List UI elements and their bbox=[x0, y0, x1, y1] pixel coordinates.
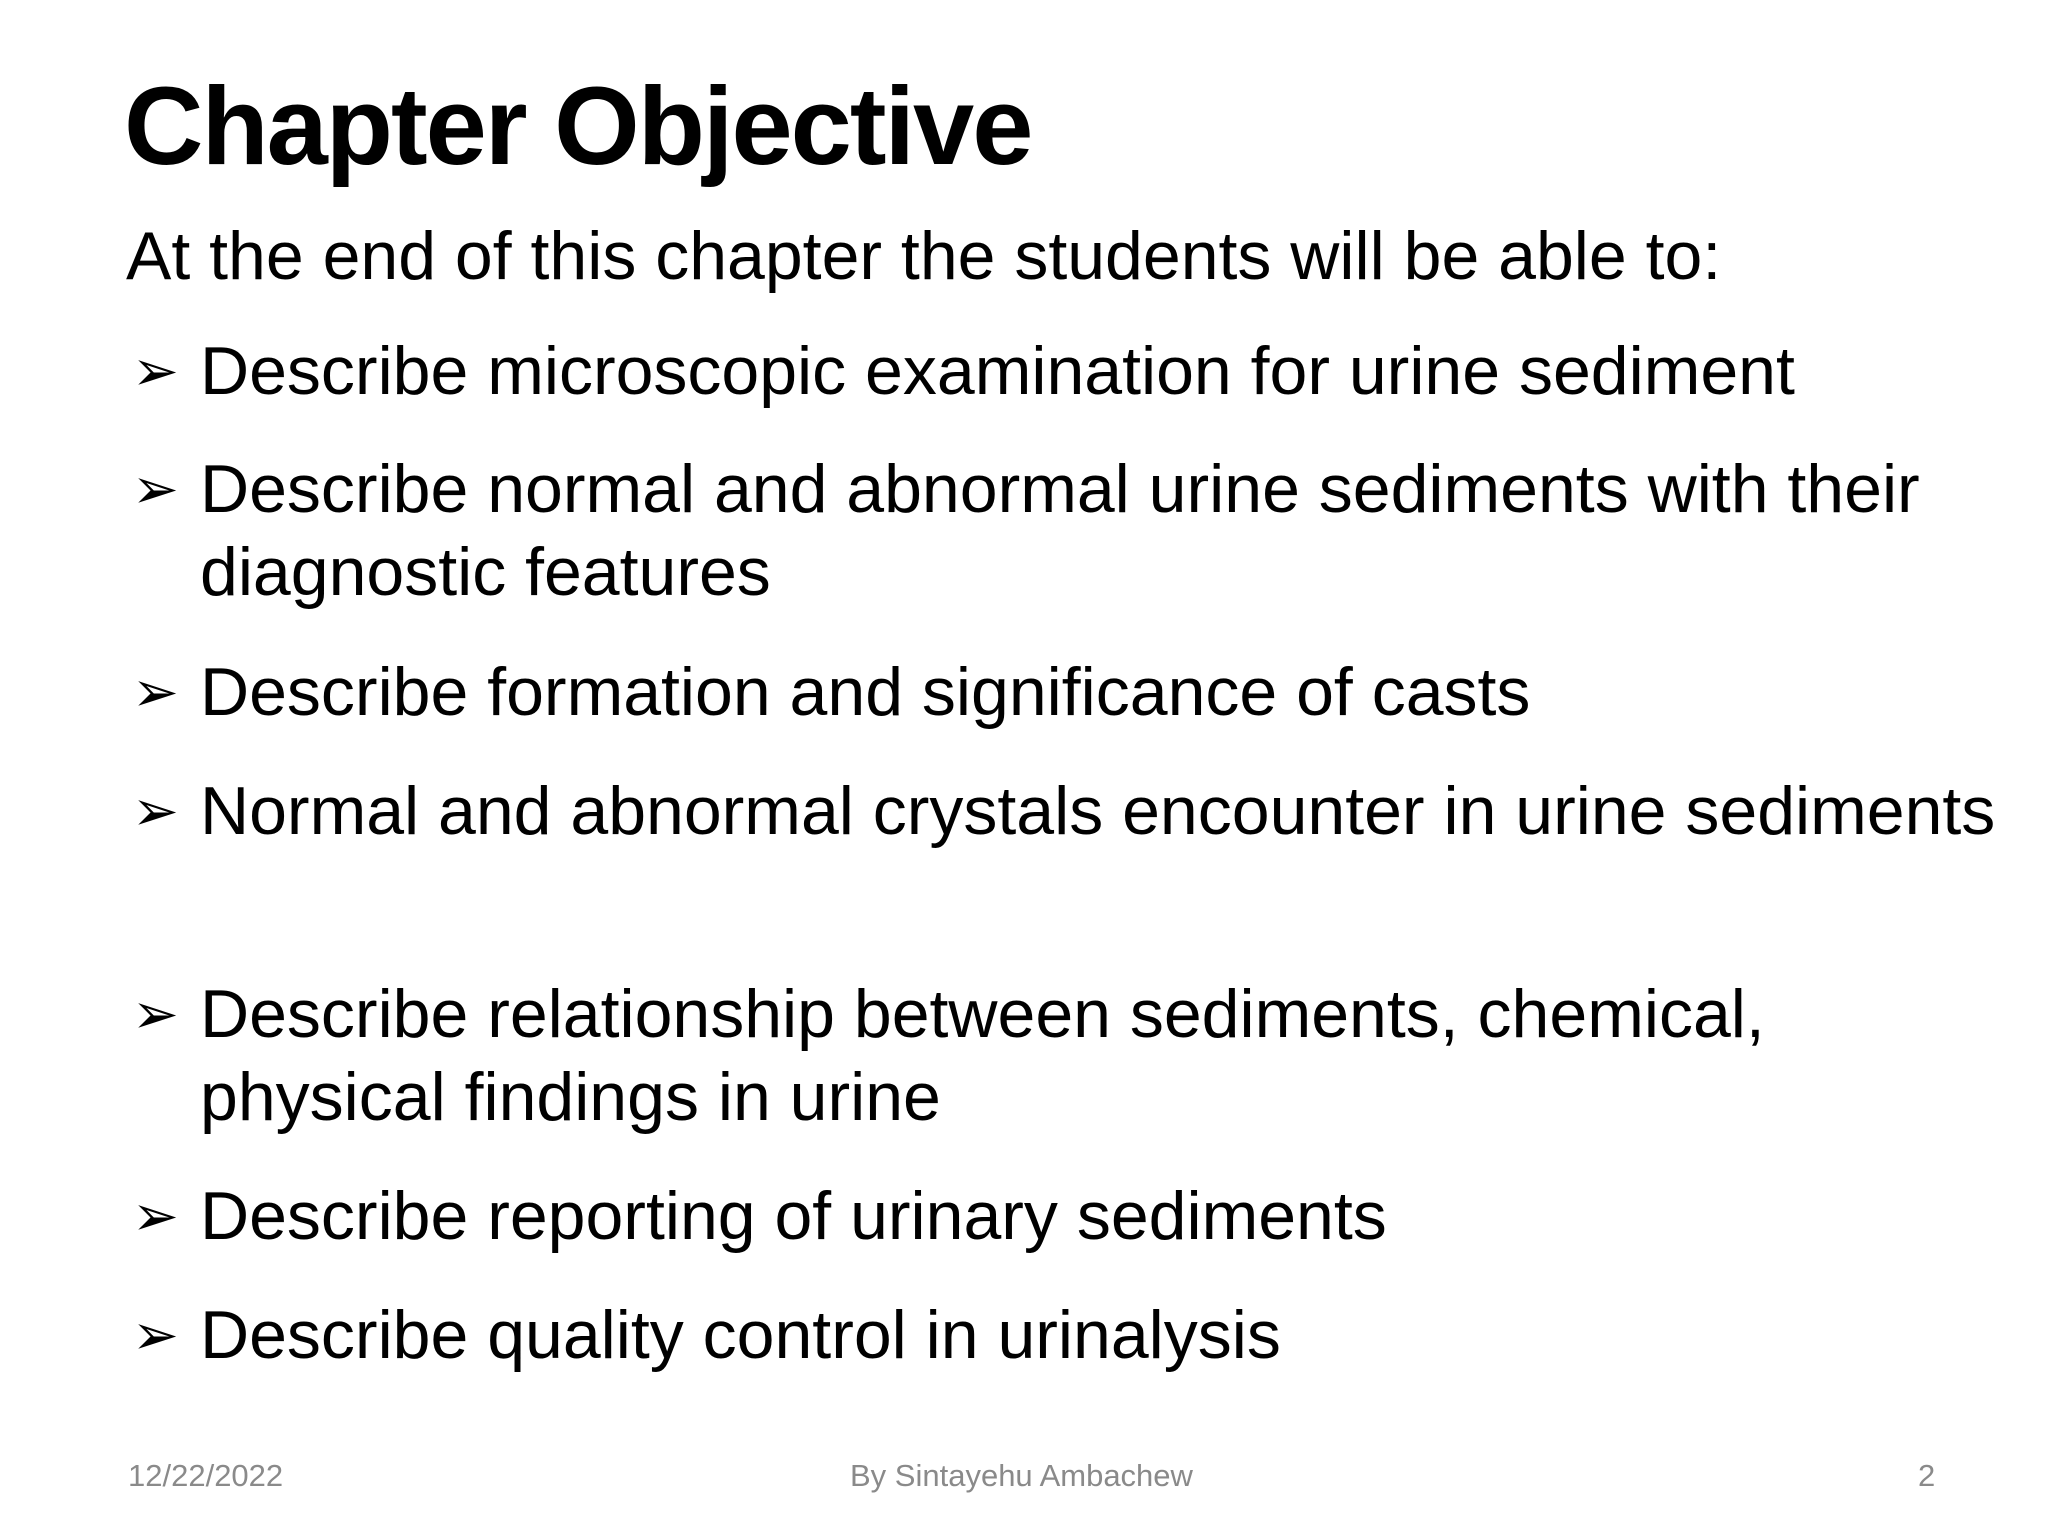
arrow-bullet-icon: ➢ bbox=[132, 779, 179, 844]
list-item bbox=[126, 448, 2016, 614]
arrow-bullet-icon: ➢ bbox=[132, 339, 179, 404]
arrow-bullet-icon: ➢ bbox=[132, 1303, 179, 1368]
list-item-text: Describe microscopic examination for urine sediment bbox=[200, 333, 1795, 409]
arrow-bullet-icon: ➢ bbox=[132, 457, 179, 522]
list-item-text: Describe normal and abnormal urine sediments with their diagnostic features bbox=[200, 451, 1920, 610]
list-item-text: Normal and abnormal crystals encounter in urine sediments bbox=[200, 773, 1996, 849]
list-item-text: Describe formation and significance of casts bbox=[200, 654, 1531, 730]
list-item bbox=[126, 973, 2016, 1139]
footer-date: 12/22/2022 bbox=[128, 1458, 284, 1493]
arrow-bullet-icon: ➢ bbox=[132, 1184, 179, 1249]
list-item-text: Describe relationship between sediments, chemical, physical findings in urine bbox=[200, 976, 1765, 1135]
list-item bbox=[126, 1175, 2016, 1258]
slide-title: Chapter Objective bbox=[124, 65, 1032, 188]
list-item bbox=[126, 1294, 2016, 1377]
list-item-text: Describe reporting of urinary sediments bbox=[200, 1178, 1387, 1254]
list-item bbox=[126, 330, 2016, 413]
list-item-text: Describe quality control in urinalysis bbox=[200, 1297, 1281, 1373]
footer-page-number: 2 bbox=[1918, 1458, 1936, 1493]
arrow-bullet-icon: ➢ bbox=[132, 982, 179, 1047]
footer-author: By Sintayehu Ambachew bbox=[850, 1458, 1193, 1493]
list-item bbox=[126, 770, 2016, 853]
list-item bbox=[126, 651, 2016, 734]
intro-text: At the end of this chapter the students will be able to: bbox=[126, 218, 1722, 294]
arrow-bullet-icon: ➢ bbox=[132, 660, 179, 725]
